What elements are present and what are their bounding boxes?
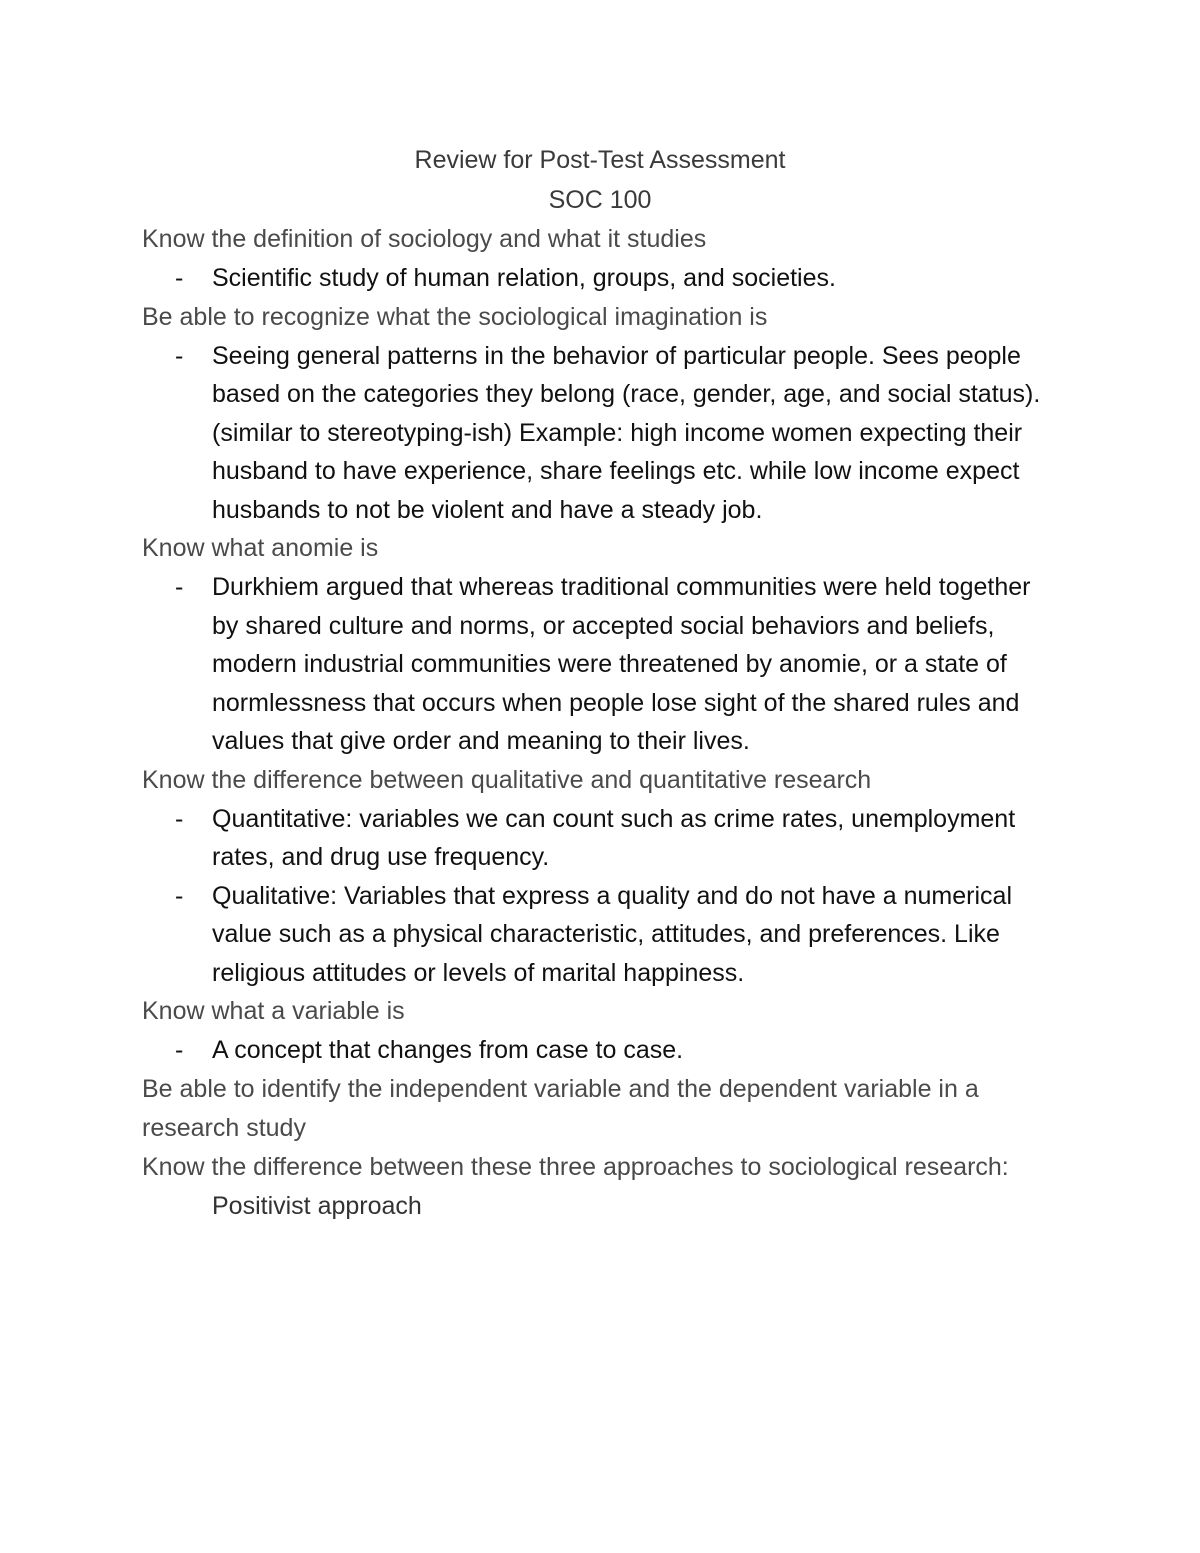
bullet-marker: - bbox=[175, 341, 184, 370]
bullet-list bbox=[142, 337, 1042, 530]
section-prompt: Know what a variable is bbox=[142, 997, 405, 1025]
section-prompt: Be able to identify the independent variable and the dependent variable in a research study bbox=[142, 1074, 979, 1142]
section-prompt: Be able to recognize what the sociological imagination is bbox=[142, 302, 768, 331]
section-prompt: Know the difference between these three approaches to sociological research: bbox=[142, 1152, 1009, 1181]
bullet-list bbox=[142, 800, 1042, 993]
section-prompt: Know the difference between qualitative and quantitative research bbox=[142, 765, 872, 794]
section-prompt: Know what anomie is bbox=[142, 534, 379, 562]
section-prompt: Know the definition of sociology and what it studies bbox=[142, 225, 707, 253]
bullet-text: Qualitative: Variables that express a quality and do not have a numerical value such as a physical characteristic, attitudes, and preferences. Like religious attitudes or levels of marital happiness. bbox=[212, 881, 1012, 987]
bullet-marker: - bbox=[175, 264, 184, 292]
approach-item: Positivist approach bbox=[212, 1191, 422, 1220]
bullet-marker: - bbox=[175, 1036, 184, 1064]
list-item bbox=[142, 800, 1042, 877]
bullet-text: Durkhiem argued that whereas traditional communities were held together by shared culture and norms, or accepted social behaviors and beliefs, modern industrial communities were threatened by anomie, or a state of normlessness that occurs when people lose sight of the shared rules and values that give order and meaning to their lives. bbox=[212, 573, 1031, 755]
document-title: Review for Post-Test Assessment bbox=[414, 146, 786, 174]
bullet-marker: - bbox=[175, 573, 184, 601]
bullet-list bbox=[142, 568, 1042, 761]
bullet-text: A concept that changes from case to case. bbox=[212, 1036, 684, 1064]
list-item bbox=[142, 568, 1042, 761]
list-item bbox=[142, 337, 1042, 530]
bullet-marker: - bbox=[175, 804, 184, 833]
course-code: SOC 100 bbox=[548, 186, 652, 214]
bullet-text: Seeing general patterns in the behavior of particular people. Sees people based on the categories they belong (race, gender, age, and social status). (similar to stereotyping-ish) Example: high income women expecting their husband to have experience, share feelings etc. while low income expect husbands to not be violent and have a steady job. bbox=[212, 341, 1041, 524]
bullet-list bbox=[142, 1031, 1042, 1070]
list-item bbox=[142, 259, 1042, 298]
list-item bbox=[142, 877, 1042, 993]
bullet-text: Quantitative: variables we can count such as crime rates, unemployment rates, and drug use frequency. bbox=[212, 804, 1016, 871]
bullet-text: Scientific study of human relation, groups, and societies. bbox=[212, 264, 836, 292]
bullet-list bbox=[142, 259, 1042, 298]
document-body bbox=[142, 140, 1042, 1226]
list-item bbox=[142, 1031, 1042, 1070]
bullet-marker: - bbox=[175, 881, 184, 910]
